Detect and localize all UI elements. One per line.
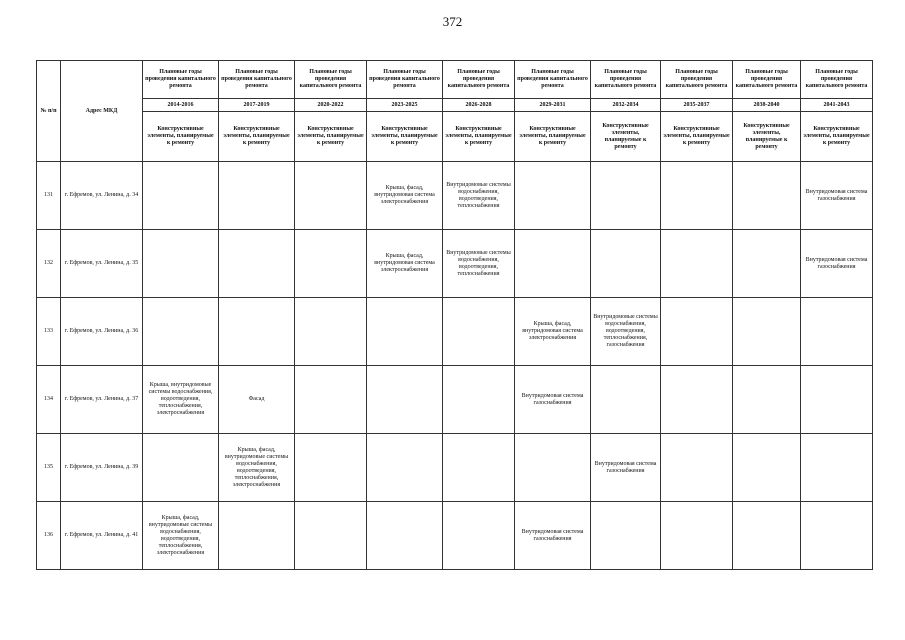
row-address: г. Ефремов, ул. Ленина, д. 36 <box>61 298 143 366</box>
repair-cell <box>295 162 367 230</box>
table-row <box>37 230 873 298</box>
repair-cell <box>219 162 295 230</box>
repair-cell <box>733 366 801 434</box>
column-header-years: 2026-2028 <box>443 99 515 112</box>
column-header-years: 2020-2022 <box>295 99 367 112</box>
column-header-elements: Конструктивные элементы, планируемые к ремонту <box>661 112 733 162</box>
row-number: 135 <box>37 434 61 502</box>
repair-cell <box>733 230 801 298</box>
repair-cell <box>801 366 873 434</box>
repair-cell <box>295 366 367 434</box>
column-header-years: 2014-2016 <box>143 99 219 112</box>
column-header-period-title: Плановые годы проведения капитального ремонта <box>591 61 661 99</box>
column-header-elements: Конструктивные элементы, планируемые к ремонту <box>295 112 367 162</box>
repair-cell: Внутридомовая система газоснабжения <box>515 366 591 434</box>
row-number: 133 <box>37 298 61 366</box>
repair-cell <box>295 434 367 502</box>
repair-cell <box>733 162 801 230</box>
repair-cell: Внутридомовые системы водоснабжения, водоотведения, теплоснабжения <box>443 230 515 298</box>
table-row <box>37 366 873 434</box>
repair-cell <box>801 298 873 366</box>
repair-cell <box>733 502 801 570</box>
repair-cell <box>367 502 443 570</box>
repair-cell <box>733 434 801 502</box>
column-header-period-title: Плановые годы проведения капитального ремонта <box>733 61 801 99</box>
repair-cell <box>295 298 367 366</box>
repair-cell <box>443 502 515 570</box>
repair-cell <box>143 230 219 298</box>
repair-cell <box>515 434 591 502</box>
repair-cell <box>591 162 661 230</box>
repair-cell <box>591 230 661 298</box>
column-header-elements: Конструктивные элементы, планируемые к ремонту <box>219 112 295 162</box>
repair-cell: Крыша, фасад, внутридомовая система электроснабжения <box>515 298 591 366</box>
repair-cell <box>661 502 733 570</box>
column-header-period-title: Плановые годы проведения капитального ремонта <box>367 61 443 99</box>
column-header-elements: Конструктивные элементы, планируемые к ремонту <box>143 112 219 162</box>
repair-cell: Крыша, фасад, внутридомовая система электроснабжения <box>367 162 443 230</box>
repair-cell <box>219 502 295 570</box>
row-address: г. Ефремов, ул. Ленина, д. 35 <box>61 230 143 298</box>
column-header-years: 2029-2031 <box>515 99 591 112</box>
row-address: г. Ефремов, ул. Ленина, д. 39 <box>61 434 143 502</box>
repair-cell <box>295 502 367 570</box>
repair-cell: Внутридомовая система газоснабжения <box>801 162 873 230</box>
row-number: 136 <box>37 502 61 570</box>
repair-cell <box>591 502 661 570</box>
repair-cell: Внутридомовая система газоснабжения <box>591 434 661 502</box>
repair-cell <box>219 230 295 298</box>
column-header-years: 2017-2019 <box>219 99 295 112</box>
repair-cell <box>515 162 591 230</box>
row-number: 132 <box>37 230 61 298</box>
repair-cell <box>143 162 219 230</box>
column-header-elements: Конструктивные элементы, планируемые к ремонту <box>443 112 515 162</box>
repair-cell <box>801 502 873 570</box>
repair-cell <box>661 162 733 230</box>
repair-cell <box>367 366 443 434</box>
repair-cell <box>443 298 515 366</box>
row-number: 134 <box>37 366 61 434</box>
repair-cell: Внутридомовая система газоснабжения <box>515 502 591 570</box>
header-row-titles <box>37 61 873 99</box>
column-header-period-title: Плановые годы проведения капитального ремонта <box>515 61 591 99</box>
repair-cell: Внутридомовые системы водоснабжения, водоотведения, теплоснабжения, газоснабжения <box>591 298 661 366</box>
column-header-elements: Конструктивные элементы, планируемые к ремонту <box>591 112 661 162</box>
repair-cell <box>143 298 219 366</box>
row-address: г. Ефремов, ул. Ленина, д. 41 <box>61 502 143 570</box>
repair-cell: Крыша, внутридомовые системы водоснабжения, водоотведения, теплоснабжения, электроснабжения <box>143 366 219 434</box>
row-number: 131 <box>37 162 61 230</box>
table-row <box>37 434 873 502</box>
repair-cell <box>515 230 591 298</box>
column-header-period-title: Плановые годы проведения капитального ремонта <box>443 61 515 99</box>
row-address: г. Ефремов, ул. Ленина, д. 37 <box>61 366 143 434</box>
header-row-elements <box>37 112 873 162</box>
repair-cell <box>661 366 733 434</box>
repair-cell <box>733 298 801 366</box>
column-header-period-title: Плановые годы проведения капитального ремонта <box>661 61 733 99</box>
column-header-period-title: Плановые годы проведения капитального ремонта <box>143 61 219 99</box>
column-header-years: 2032-2034 <box>591 99 661 112</box>
column-header-elements: Конструктивные элементы, планируемые к ремонту <box>801 112 873 162</box>
capital-repair-plan-table <box>36 60 873 570</box>
table-row <box>37 502 873 570</box>
repair-cell: Внутридомовые системы водоснабжения, водоотведения, теплоснабжения <box>443 162 515 230</box>
repair-cell <box>219 298 295 366</box>
repair-cell <box>443 366 515 434</box>
column-header-years: 2038-2040 <box>733 99 801 112</box>
column-header-elements: Конструктивные элементы, планируемые к ремонту <box>515 112 591 162</box>
row-address: г. Ефремов, ул. Ленина, д. 34 <box>61 162 143 230</box>
repair-cell: Внутридомовая система газоснабжения <box>801 230 873 298</box>
repair-cell <box>443 434 515 502</box>
page-number: 372 <box>442 14 463 29</box>
repair-cell <box>661 298 733 366</box>
repair-cell: Крыша, фасад, внутридомовая система электроснабжения <box>367 230 443 298</box>
column-header-elements: Конструктивные элементы, планируемые к ремонту <box>733 112 801 162</box>
repair-cell <box>801 434 873 502</box>
column-header-period-title: Плановые годы проведения капитального ремонта <box>801 61 873 99</box>
column-header-elements: Конструктивные элементы, планируемые к ремонту <box>367 112 443 162</box>
column-header-years: 2023-2025 <box>367 99 443 112</box>
column-header-years: 2041-2043 <box>801 99 873 112</box>
repair-cell <box>661 434 733 502</box>
repair-cell <box>591 366 661 434</box>
header-row-years <box>37 99 873 112</box>
column-header-years: 2035-2037 <box>661 99 733 112</box>
repair-cell <box>661 230 733 298</box>
column-header-number: № п/п <box>37 61 61 162</box>
table-row <box>37 162 873 230</box>
repair-cell: Фасад <box>219 366 295 434</box>
repair-cell: Крыша, фасад, внутридомовые системы водоснабжения, водоотведения, теплоснабжения, электроснабжения <box>143 502 219 570</box>
repair-cell <box>367 298 443 366</box>
repair-cell: Крыша, фасад, внутридомовые системы водоснабжения, водоотведения, теплоснабжения, электроснабжения <box>219 434 295 502</box>
repair-cell <box>143 434 219 502</box>
column-header-period-title: Плановые годы проведения капитального ремонта <box>295 61 367 99</box>
repair-cell <box>367 434 443 502</box>
column-header-address: Адрес МКД <box>61 61 143 162</box>
repair-cell <box>295 230 367 298</box>
table-row <box>37 298 873 366</box>
column-header-period-title: Плановые годы проведения капитального ремонта <box>219 61 295 99</box>
